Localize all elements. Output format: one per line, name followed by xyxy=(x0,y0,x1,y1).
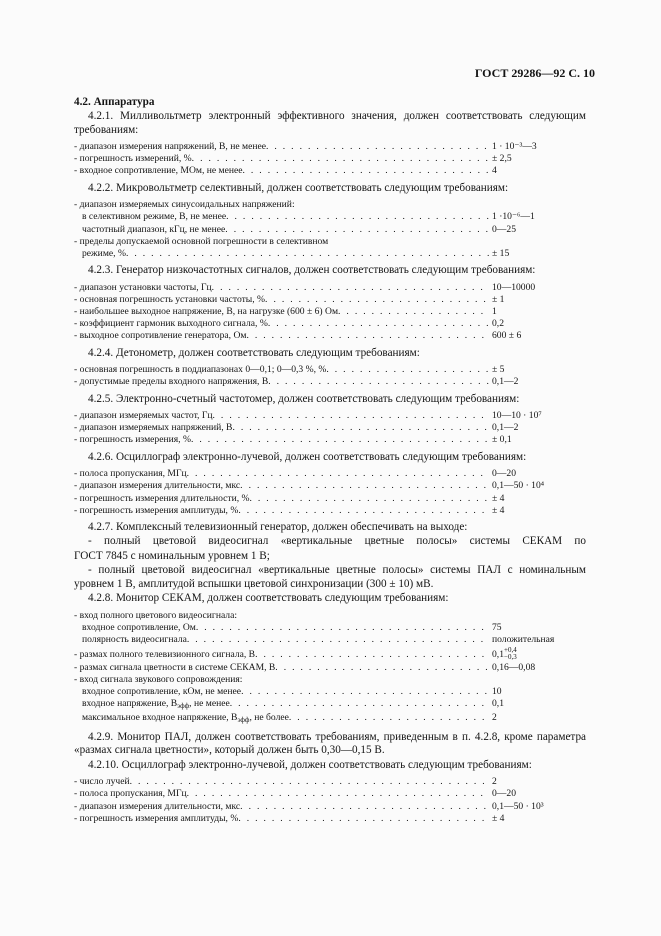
spec-item: - размах полного телевизионного сигнала, В . . . 0,1 +0,4 −0,3 xyxy=(74,647,586,662)
spec-item: - погрешность измерения амплитуды, % . . . ± 4 xyxy=(74,505,586,517)
spec-item: - погрешность измерения, % . . . ± 0,1 xyxy=(74,434,586,446)
spec-item: - выходное сопротивление генератора, Ом . . . 600 ± 6 xyxy=(74,330,586,342)
spec-item: - погрешность измерения амплитуды, % . . . ± 4 xyxy=(74,813,586,825)
spec-subheading: - диапазон измеряемых синусоидальных напряжений: xyxy=(74,199,295,211)
spec-item: - диапазон измерения длительности, мкс . . . 0,1—50 · 10³ xyxy=(74,801,586,813)
paragraph-4-2-7: 4.2.7. Комплексный телевизионный генератор, должен обеспечивать на выходе: xyxy=(88,520,468,533)
spec-item: - диапазон измеряемых напряжений, В . . . 0,1—2 xyxy=(74,422,586,434)
paragraph-4-2-2: 4.2.2. Микровольтметр селективный, должен соответствовать следующим требованиям: xyxy=(88,181,509,194)
spec-subheading: - вход сигнала звукового сопровождения: xyxy=(74,673,243,685)
spec-item: - размах сигнала цветности в системе СЕКАМ, В . . . 0,16—0,08 xyxy=(74,662,586,674)
spec-list-4-2-4 xyxy=(74,364,586,388)
paragraph-4-2-8: 4.2.8. Монитор СЕКАМ, должен соответствовать следующим требованиям: xyxy=(88,592,449,605)
spec-list-4-2-2 xyxy=(74,199,586,260)
spec-item: в селективном режиме, В, не менее . . . 1 ·10⁻⁶—1 xyxy=(74,211,586,223)
paragraph-4-2-10: 4.2.10. Осциллограф электронно-лучевой, должен соответствовать следующим требованиям: xyxy=(88,758,532,771)
spec-item: - допустимые пределы входного напряжения, В . . . 0,1—2 xyxy=(74,376,586,388)
spec-item: - диапазон измерения напряжений, В, не менее . . . 1 · 10⁻³—3 xyxy=(74,141,586,153)
spec-item: - основная погрешность установки частоты, % . . . ± 1 xyxy=(74,294,586,306)
spec-item: - диапазон измеряемых частот, Гц . . . 10—10 · 10⁷ xyxy=(74,410,586,422)
bullet-pal: - полный цветовой видеосигнал «вертикальные цветные полосы» системы ПАЛ с номинальным уровнем 1 В, амплитудой вспышки цветовой синхронизации (300 ± 10) мВ. xyxy=(74,564,586,590)
spec-item: - диапазон измерения длительности, мкс . . . 0,1—50 · 10⁴ xyxy=(74,480,586,492)
spec-item: полярность видеосигнала . . . положительная xyxy=(74,634,586,646)
spec-subheading: - вход полного цветового видеосигнала: xyxy=(74,609,238,621)
bullet-secam-line2: ГОСТ 7845 с номинальным уровнем 1 В; xyxy=(74,549,270,562)
spec-item: входное сопротивление, Ом . . . 75 xyxy=(74,622,586,634)
spec-item: частотный диапазон, кГц, не менее . . . 0—25 xyxy=(74,224,586,236)
spec-item: максимальное входное напряжение, $В_{эфф}$, не более . . . 2 xyxy=(74,712,586,726)
spec-item: - коэффициент гармоник выходного сигнала, % . . . 0,2 xyxy=(74,318,586,330)
bullet-secam-line1: - полный цветовой видеосигнал «вертикальные цветные полосы» системы СЕКАМ по xyxy=(88,535,586,548)
paragraph-4-2-1: 4.2.1. Милливольтметр электронный эффективного значения, должен соответствовать следующим требованиям: xyxy=(74,110,586,136)
spec-item: режиме, % . . . ± 15 xyxy=(74,248,586,260)
paragraph-4-2-4: 4.2.4. Детонометр, должен соответствовать следующим требованиям: xyxy=(88,346,420,359)
spec-list-4-2-8 xyxy=(74,610,586,727)
paragraph-4-2-6: 4.2.6. Осциллограф электронно-лучевой, должен соответствовать следующим требованиям: xyxy=(88,450,527,463)
paragraph-4-2-3: 4.2.3. Генератор низкочастотных сигналов, должен соответствовать следующим требованиям: xyxy=(88,264,536,277)
spec-list-4-2-1 xyxy=(74,141,586,178)
spec-item: - диапазон установки частоты, Гц . . . 10—10000 xyxy=(74,282,586,294)
paragraph-4-2-9: 4.2.9. Монитор ПАЛ, должен соответствовать требованиям, приведенным в п. 4.2.8, кроме параметра «размах сигнала цветности», который должен быть 0,30—0,15 В. xyxy=(74,730,586,757)
spec-item: - полоса пропускания, МГц . . . 0—20 xyxy=(74,788,586,800)
spec-list-4-2-6 xyxy=(74,468,586,517)
spec-item: - погрешность измерений, % . . . ± 2,5 xyxy=(74,153,586,165)
spec-item: - погрешность измерения длительности, % . . . ± 4 xyxy=(74,493,586,505)
spec-list-4-2-10 xyxy=(74,776,586,825)
section-title: 4.2. Аппаратура xyxy=(74,96,155,108)
spec-item: входное напряжение, $В_{эфф}$, не менее . . . 0,1 xyxy=(74,698,586,712)
paragraph-4-2-5: 4.2.5. Электронно-счетный частотомер, должен соответствовать следующим требованиям: xyxy=(88,392,520,405)
document-body xyxy=(74,96,586,829)
spec-item: - основная погрешность в поддиапазонах 0—0,1; 0—0,3 %, % . . . ± 5 xyxy=(74,364,586,376)
spec-list-4-2-5 xyxy=(74,410,586,447)
spec-item: - число лучей . . . 2 xyxy=(74,776,586,788)
spec-subheading: - пределы допускаемой основной погрешности в селективном xyxy=(74,235,329,247)
spec-item: - полоса пропускания, МГц . . . 0—20 xyxy=(74,468,586,480)
page-header: ГОСТ 29286—92 С. 10 xyxy=(474,66,595,80)
spec-item: - входное сопротивление, МОм, не менее . . . 4 xyxy=(74,165,586,177)
spec-item: - наибольшее выходное напряжение, В, на нагрузке (600 ± 6) Ом . . . 1 xyxy=(74,306,586,318)
spec-item: входное сопротивление, кОм, не менее . . . 10 xyxy=(74,686,586,698)
spec-list-4-2-3 xyxy=(74,282,586,343)
